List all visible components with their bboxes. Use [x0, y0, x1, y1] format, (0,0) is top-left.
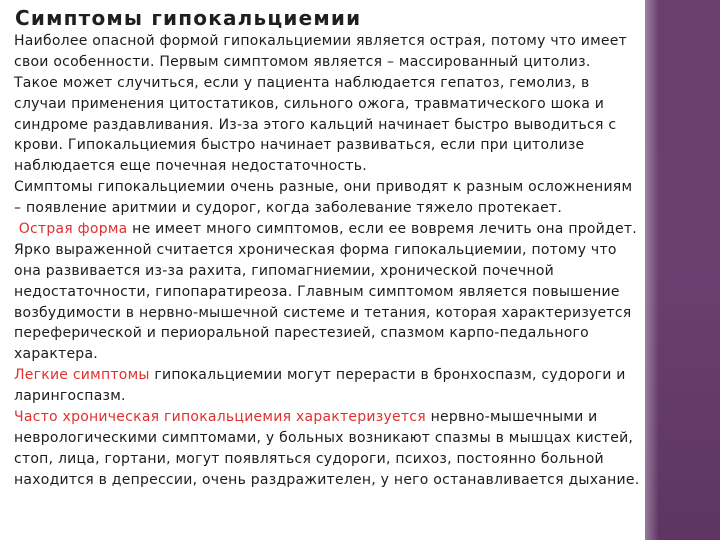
slide-title: Симптомы гипокальциемии	[15, 6, 362, 30]
body-line: случаи применения цитостатиков, сильного ожога, травматического шока и	[14, 95, 605, 112]
line-text: нервно-мышечными и	[425, 409, 598, 426]
body-line	[14, 407, 712, 428]
body-line: неврологическими симптомами, у больных возникают спазмы в мышцах кистей,	[14, 429, 634, 446]
body-line: Такое может случиться, если у пациента наблюдается гепатоз, гемолиз, в	[14, 74, 590, 91]
body-line: стоп, лица, гортани, могут появляться судороги, психоз, постоянно больной	[14, 450, 604, 467]
body-line: – появление аритмии и судорог, когда заболевание тяжело протекает.	[14, 200, 563, 217]
slide-body-text	[14, 31, 712, 491]
body-line	[14, 365, 712, 386]
line-text: гипокальциемии могут перерасти в бронхоспазм, судороги и	[149, 367, 626, 384]
body-line: находится в депрессии, очень раздражителен, у него останавливается дыхание.	[14, 471, 640, 488]
body-line: Симптомы гипокальциемии очень разные, они приводят к разным осложнениям	[14, 179, 633, 196]
body-line: она развивается из-за рахита, гипомагниемии, хронической почечной	[14, 262, 555, 279]
body-line	[14, 219, 712, 240]
highlighted-phrase: Острая форма	[18, 221, 128, 238]
body-line: возбудимости в нервно-мышечной системе и тетания, которая характеризуется	[14, 304, 632, 321]
body-line: переферической и периоральной парестезией, спазмом карпо-педального	[14, 325, 589, 342]
body-line: ларингоспазм.	[14, 388, 126, 405]
body-line: характера.	[14, 346, 98, 363]
body-line: наблюдается еще почечная недостаточность.	[14, 158, 367, 175]
line-text: не имеет много симптомов, если ее вовремя лечить она пройдет.	[127, 221, 637, 238]
highlighted-phrase: Часто хроническая гипокальциемия характеризуется	[14, 409, 426, 426]
highlighted-phrase: Легкие симптомы	[14, 367, 150, 384]
body-line: синдроме раздавливания. Из-за этого кальций начинает быстро выводиться с	[14, 116, 617, 133]
body-line: недостаточности, гипопаратиреоза. Главным симптомом является повышение	[14, 283, 620, 300]
body-line: Наиболее опасной формой гипокальциемии является острая, потому что имеет	[14, 33, 628, 49]
body-line: Ярко выраженной считается хроническая форма гипокальциемии, потому что	[14, 241, 617, 258]
body-line: крови. Гипокальциемия быстро начинает развиваться, если при цитолизе	[14, 137, 585, 154]
body-line: свои особенности. Первым симптомом является – массированный цитолиз.	[14, 53, 591, 70]
